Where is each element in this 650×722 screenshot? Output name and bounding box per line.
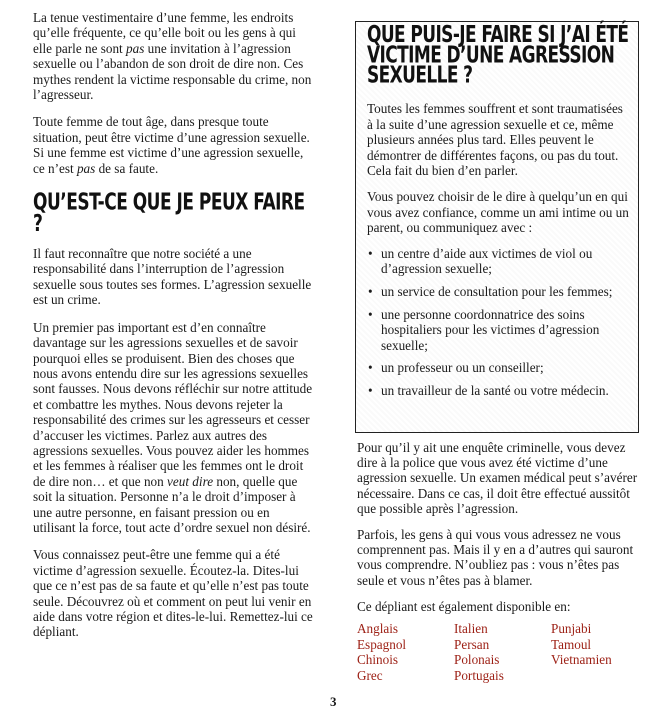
list-item: • un travailleur de la santé ou votre médecin. <box>367 383 629 399</box>
language-item: Polonais <box>454 652 500 668</box>
paragraph-society-responsibility: Il faut reconnaître que notre société a une responsabilité dans l’interruption de l’agression sexuelle sous toutes ses formes. L’agression sexuelle est un crime. <box>33 246 312 308</box>
heading-what-can-i-do: QU’EST-CE QUE JE PEUX FAIRE ? <box>33 189 305 238</box>
paragraph-choose-to-tell: Vous pouvez choisir de le dire à quelqu’un en qui vous avez confiance, comme un ami intime ou un parent, ou communiquez avec : <box>367 188 629 236</box>
paragraph-not-alone: Parfois, les gens à qui vous vous adressez ne vous comprennent pas. Mais il y en a d’autres qui sauront vous comprendre. N’oubliez pas : vous n’êtes pas seule et vous n’êtes pas à blamer. <box>357 527 634 588</box>
victim-help-box <box>355 21 639 433</box>
left-column <box>33 10 315 652</box>
language-item: Persan <box>454 636 490 652</box>
heading-if-victim: QUE PUIS-JE FAIRE SI J’AI ÉTÉ VICTIME D’UNE AGRESSION SEXUELLE ? <box>367 21 629 90</box>
list-item: • une personne coordonnatrice des soins hospitaliers pour les victimes d’agression sexuelle; <box>367 307 629 354</box>
paragraph-first-step: Un premier pas important est d’en connaître davantage sur les agressions sexuelles et de savoir pourquoi elles se produisent. Bien des choses que nous avons entendu dire sur les agressions sexuelles sont fausses. Nous devons réfléchir sur notre attitude et combattre les mythes. Nous devons rejeter la responsabilité des crimes sur les agresseurs et cesser d’accuser les victimes. Parlez aux autres des agressions sexuelles. Vous pouvez aider les hommes et les femmes à réaliser que les femmes ont le droit de dire non… et que non veut dire non, quelle que soit la situation. Personne n’a le droit d’imposer à une autre personne, en faisant pression ou en utilisant la force, tout acte d’ordre sexuel non désiré. <box>33 319 313 535</box>
list-item: • un centre d’aide aux victimes de viol ou d’agression sexuelle; <box>367 246 629 277</box>
language-item: Portugais <box>454 667 504 683</box>
contact-list <box>367 246 629 399</box>
paragraph-police: Pour qu’il y ait une enquête criminelle, vous devez dire à la police que vous avez été victime d’une agression sexuelle. Un examen médical peut s’avérer nécessaire. Dans ce cas, il doit être effectué aussitôt que possible après l’agression. <box>357 440 638 516</box>
paragraph-suffering: Toutes les femmes souffrent et sont traumatisées à la suite d’une agression sexuelle et ce, même plusieurs années plus tard. Elles peuvent le démontrer de différentes façons, ou pas du tout. Cela fait du bien d’en parler. <box>367 101 623 179</box>
language-item: Punjabi <box>551 621 592 637</box>
language-item: Vietnamien <box>551 652 612 668</box>
list-item: • un professeur ou un conseiller; <box>367 360 629 376</box>
paragraph-clothing-myths: La tenue vestimentaire d’une femme, les endroits qu’elle fréquente, ce qu’elle boit ou les gens à qui elle parle ne sont pas une invitation à l’agression sexuelle ou l’abandon de son droit de dire non. Ces mythes rendent la victime responsable du crime, non l’agresseur. <box>33 10 312 103</box>
paragraph-you-may-know: Vous connaissez peut-être une femme qui a été victime d’agression sexuelle. Écoutez-la. Dites-lui que ce n’est pas de sa faute et qu’elle n’est pas toute seule. Découvrez où et comment on peut lui venir en aide dans votre région et dites-le-lui. Remettez-lui ce dépliant. <box>33 547 313 640</box>
paragraph-available-in: Ce dépliant est également disponible en: <box>357 598 571 614</box>
language-list <box>357 621 639 683</box>
right-column-lower <box>357 440 639 683</box>
language-item: Italien <box>454 621 488 637</box>
list-item: • un service de consultation pour les femmes; <box>367 284 629 300</box>
language-item: Tamoul <box>551 636 592 652</box>
page-number: 3 <box>330 694 337 709</box>
paragraph-any-woman: Toute femme de tout âge, dans presque toute situation, peut être victime d’une agression sexuelle. Si une femme est victime d’une agression sexuelle, ce n’est pas de sa faute. <box>33 114 310 176</box>
language-item <box>551 668 641 684</box>
language-item: Chinois <box>357 652 399 668</box>
language-item: Anglais <box>357 621 399 637</box>
language-item: Grec <box>357 667 383 683</box>
language-item: Espagnol <box>357 636 407 652</box>
